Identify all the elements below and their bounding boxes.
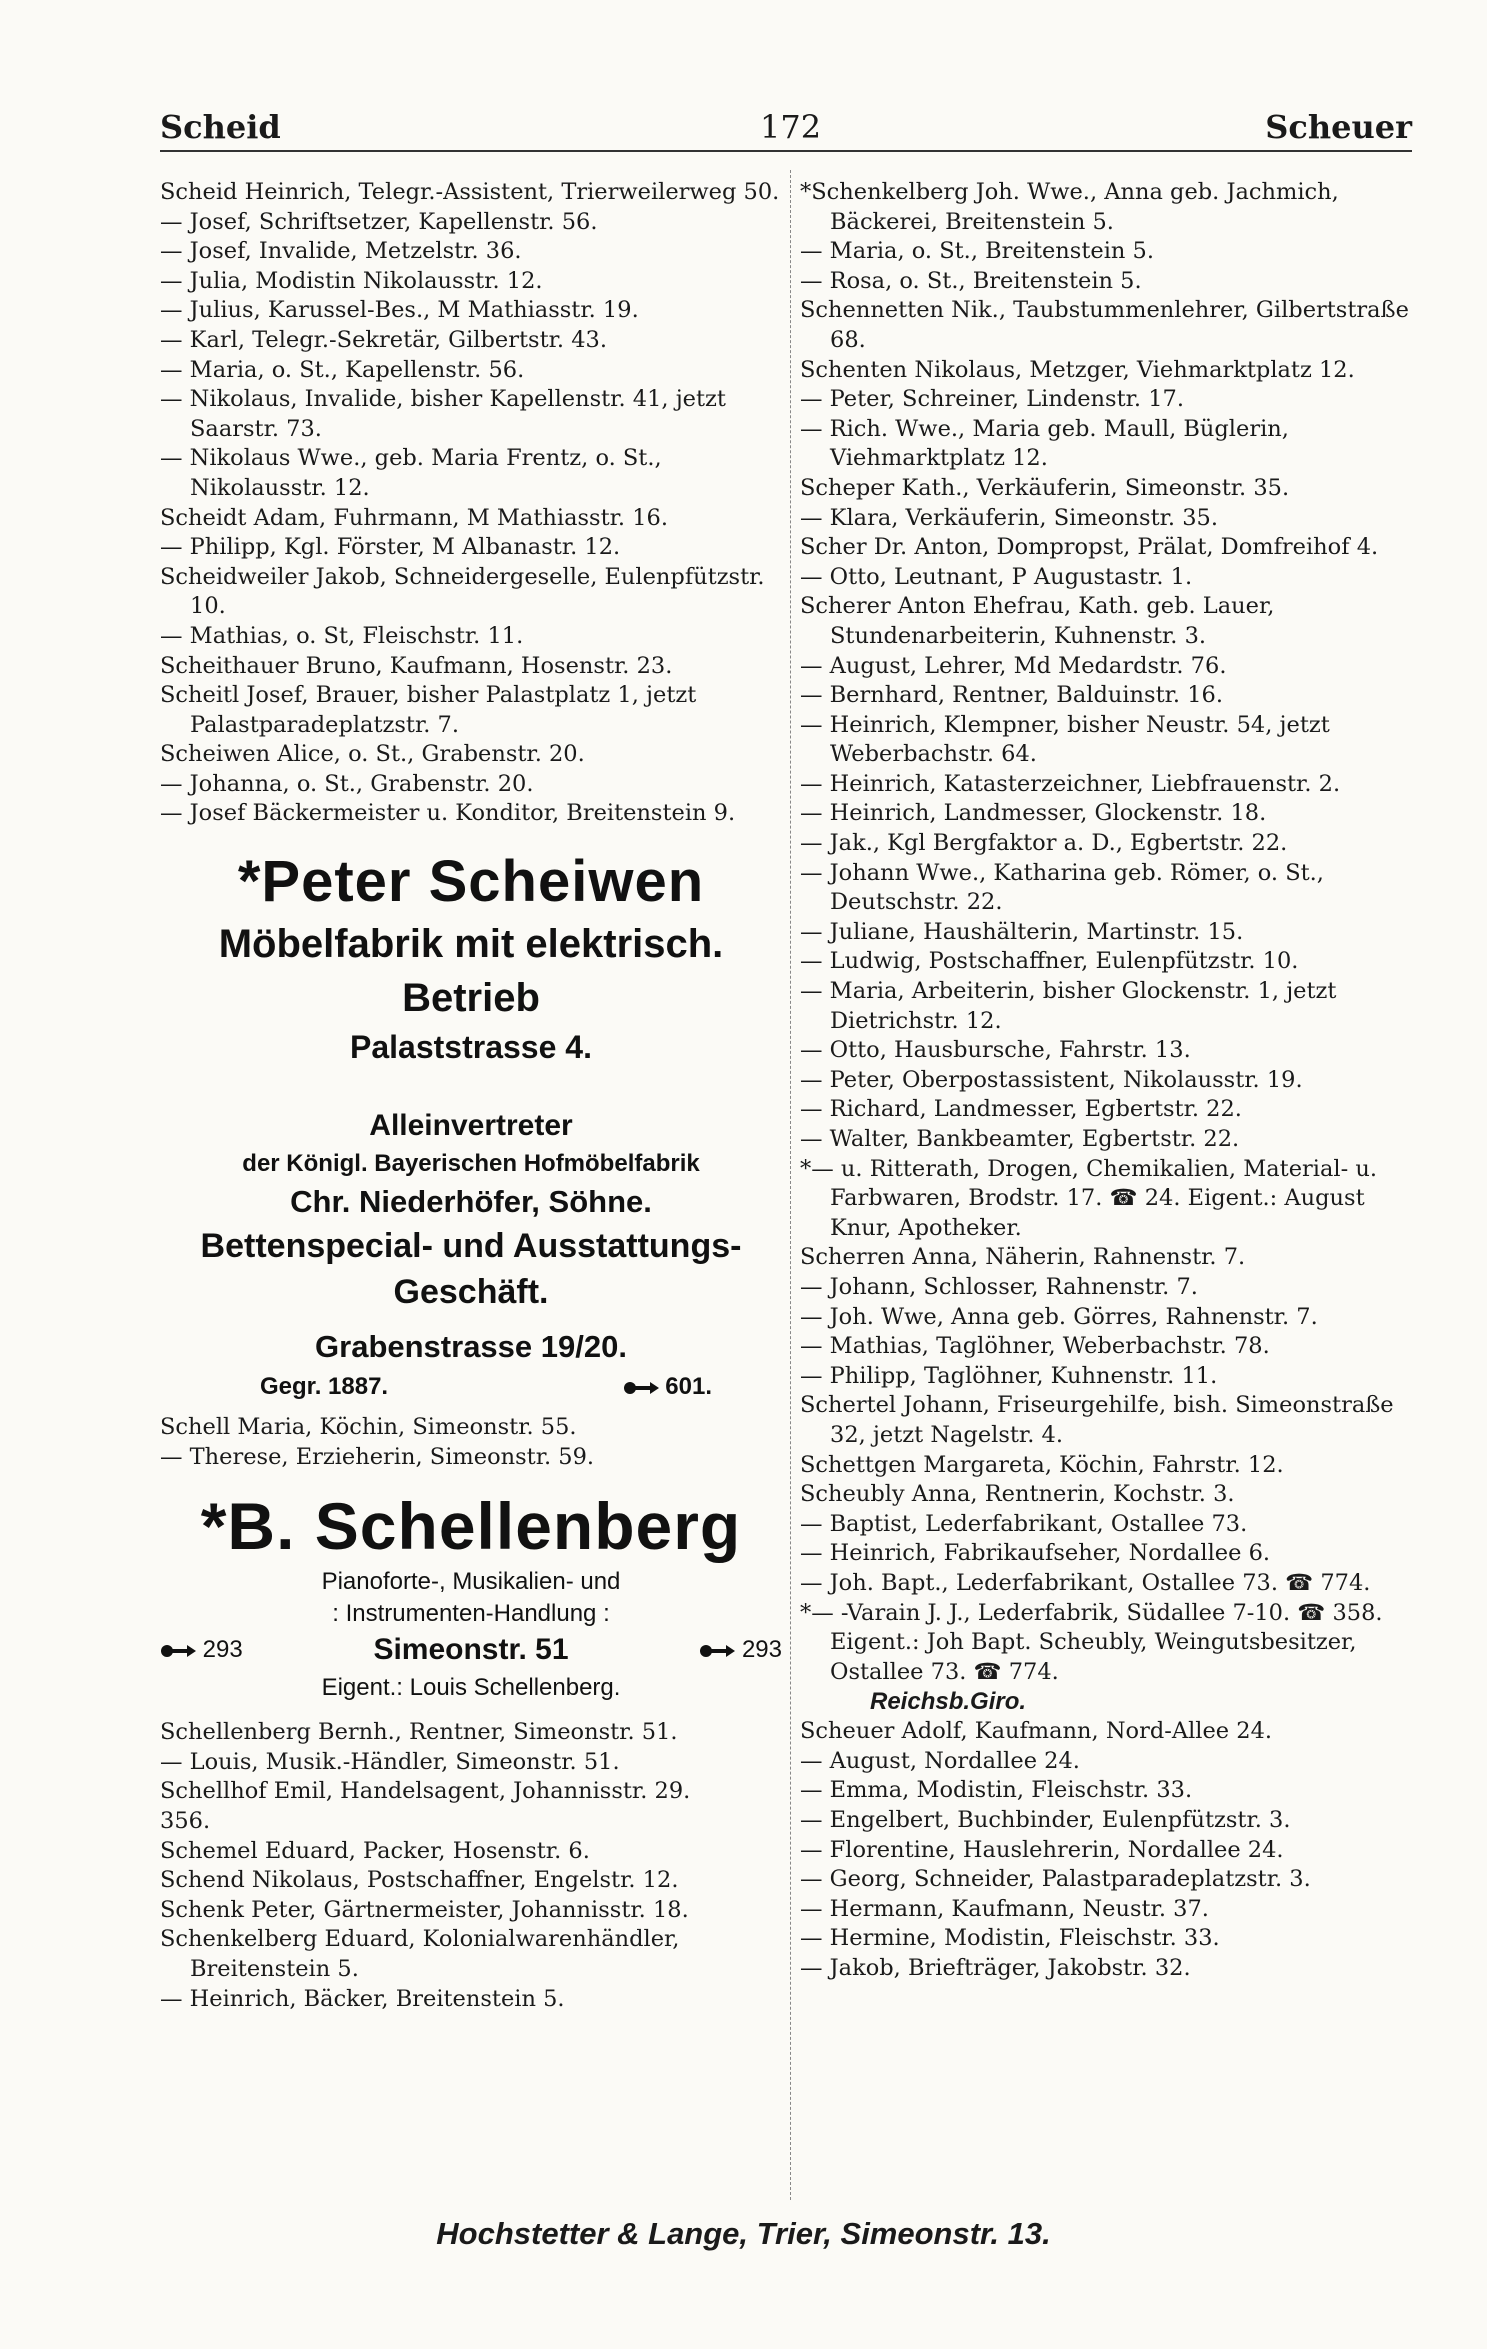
ad2-contact-row <box>160 1630 782 1670</box>
right-column <box>800 178 1412 1984</box>
directory-entry: — Heinrich, Landmesser, Glockenstr. 18. <box>800 800 1267 827</box>
directory-entry: — Louis, Musik.-Händler, Simeonstr. 51. <box>160 1748 620 1775</box>
directory-entry: — Maria, o. St., Breitenstein 5. <box>800 238 1155 265</box>
directory-entry: Scheitl Josef, Brauer, bisher Palastplatz 1, jetzt Palastparadeplatzstr. 7. <box>160 682 697 738</box>
directory-entry: *— -Varain J. J., Lederfabrik, Südallee 7-10. ☎ 358. Eigent.: Joh Bapt. Scheubly, Weingutsbesitzer, Ostallee 73. ☎ 774. <box>800 1599 1383 1685</box>
directory-entry: — Otto, Hausbursche, Fahrstr. 13. <box>800 1037 1191 1064</box>
directory-entry: — Nikolaus Wwe., geb. Maria Frentz, o. St., Nikolausstr. 12. <box>160 445 662 501</box>
directory-entry: Schellenberg Bernh., Rentner, Simeonstr. 51. <box>160 1719 678 1746</box>
right-entries <box>800 178 1412 1687</box>
header-left: Scheid <box>160 108 281 146</box>
directory-entry: — Bernhard, Rentner, Balduinstr. 16. <box>800 682 1223 709</box>
directory-entry: — Josef, Schriftsetzer, Kapellenstr. 56. <box>160 208 598 235</box>
directory-entry: Scherer Anton Ehefrau, Kath. geb. Lauer, Stundenarbeiterin, Kuhnenstr. 3. <box>800 593 1275 649</box>
directory-entry: — Joh. Wwe, Anna geb. Görres, Rahnenstr. 7. <box>800 1303 1318 1330</box>
page-number: 172 <box>760 108 822 146</box>
directory-entry: — Hermann, Kaufmann, Neustr. 37. <box>800 1895 1209 1922</box>
ad1-line6: Chr. Niederhöfer, Söhne. <box>290 1184 652 1220</box>
directory-entry: — August, Nordallee 24. <box>800 1747 1080 1774</box>
ad2-line2: Pianoforte-, Musikalien- und <box>321 1568 621 1596</box>
directory-entry: — Heinrich, Fabrikaufseher, Nordallee 6. <box>800 1540 1271 1567</box>
directory-entry: — Juliane, Haushälterin, Martinstr. 15. <box>800 918 1244 945</box>
header-right: Scheuer <box>1265 108 1412 146</box>
ad1-phone <box>623 1369 712 1405</box>
directory-entry: — Therese, Erzieherin, Simeonstr. 59. <box>160 1443 595 1470</box>
column-divider <box>790 170 791 2200</box>
directory-entry: — Ludwig, Postschaffner, Eulenpfützstr. 10. <box>800 948 1299 975</box>
directory-entry: Scheithauer Bruno, Kaufmann, Hosenstr. 23. <box>160 652 673 679</box>
directory-entry: — Jakob, Briefträger, Jakobstr. 32. <box>800 1955 1191 1982</box>
directory-entry: — Richard, Landmesser, Egbertstr. 22. <box>800 1096 1242 1123</box>
directory-entry: — Joh. Bapt., Lederfabrikant, Ostallee 73. ☎ 774. <box>800 1569 1371 1596</box>
directory-entry: Schenk Peter, Gärtnermeister, Johannisstr. 18. <box>160 1896 689 1923</box>
page-footer: Hochstetter & Lange, Trier, Simeonstr. 13. <box>436 2216 1051 2251</box>
directory-entry: Scheiwen Alice, o. St., Grabenstr. 20. <box>160 741 585 768</box>
directory-entry: — Johann, Schlosser, Rahnenstr. 7. <box>800 1273 1198 1300</box>
directory-entry: — Walter, Bankbeamter, Egbertstr. 22. <box>800 1126 1240 1152</box>
ad2-line3: : Instrumenten-Handlung : <box>332 1600 610 1628</box>
directory-entry: Scheid Heinrich, Telegr.-Assistent, Trierweilerweg 50. <box>160 179 780 205</box>
directory-entry: Schend Nikolaus, Postschaffner, Engelstr. 12. <box>160 1867 679 1894</box>
directory-entry: — Florentine, Hauslehrerin, Nordallee 24. <box>800 1836 1284 1863</box>
advert-schellenberg <box>160 1486 782 1706</box>
directory-entry: — Emma, Modistin, Fleischstr. 33. <box>800 1777 1193 1804</box>
directory-entry: — Peter, Oberpostassistent, Nikolausstr. 19. <box>800 1066 1303 1093</box>
ad1-name: *Peter Scheiwen <box>237 849 705 915</box>
ad2-phone-left-number: 293 <box>202 1636 243 1664</box>
ad2-name: *B. Schellenberg <box>200 1489 742 1564</box>
ad2-phone-left <box>160 1630 243 1670</box>
left-entries-mid <box>160 1413 782 1472</box>
directory-entry: Scheidt Adam, Fuhrmann, M Mathiasstr. 16. <box>160 504 668 531</box>
directory-entry: Scheubly Anna, Rentnerin, Kochstr. 3. <box>800 1481 1235 1508</box>
ad1-founded: Gegr. 1887. <box>260 1373 389 1401</box>
directory-entry: Scheidweiler Jakob, Schneidergeselle, Eulenpfützstr. 10. <box>160 563 765 620</box>
directory-entry: — Georg, Schneider, Palastparadeplatzstr. 3. <box>800 1866 1311 1893</box>
directory-entry: — August, Lehrer, Md Medardstr. 76. <box>800 652 1227 679</box>
directory-entry: — Philipp, Kgl. Förster, M Albanastr. 12. <box>160 534 621 561</box>
directory-entry: — Nikolaus, Invalide, bisher Kapellenstr. 41, jetzt Saarstr. 73. <box>160 386 726 442</box>
ad1-footer-row <box>160 1369 782 1405</box>
telephone-icon <box>160 1644 196 1658</box>
directory-entry: — Heinrich, Klempner, bisher Neustr. 54, jetzt Weberbachstr. 64. <box>800 711 1330 768</box>
ad1-line5: der Königl. Bayerischen Hofmöbelfabrik <box>242 1150 700 1178</box>
directory-entry: Schertel Johann, Friseurgehilfe, bish. Simeonstraße 32, jetzt Nagelstr. 4. <box>800 1392 1394 1448</box>
directory-entry: — Hermine, Modistin, Fleischstr. 33. <box>800 1925 1220 1952</box>
directory-entry: — Klara, Verkäuferin, Simeonstr. 35. <box>800 504 1218 531</box>
ad1-line4: Alleinvertreter <box>369 1109 573 1143</box>
directory-entry: 356. <box>160 1808 211 1835</box>
giro-note: Reichsb.Giro. <box>870 1688 1027 1716</box>
directory-entry: Scheper Kath., Verkäuferin, Simeonstr. 35. <box>800 474 1290 501</box>
ad2-phone-right <box>699 1630 782 1670</box>
directory-entry: — Jak., Kgl Bergfaktor a. D., Egbertstr. 22. <box>800 830 1288 857</box>
directory-entry: Scheuer Adolf, Kaufmann, Nord-Allee 24. <box>800 1718 1273 1745</box>
directory-entry: — Engelbert, Buchbinder, Eulenpfützstr. 3. <box>800 1807 1291 1834</box>
left-entries-bottom <box>160 1718 782 2014</box>
directory-entry: — Johanna, o. St., Grabenstr. 20. <box>160 770 534 797</box>
directory-entry: — Otto, Leutnant, P Augustastr. 1. <box>800 563 1193 590</box>
directory-entry: — Karl, Telegr.-Sekretär, Gilbertstr. 43. <box>160 326 607 353</box>
ad2-address: Simeonstr. 51 <box>373 1633 569 1667</box>
ad1-line2: Möbelfabrik mit elektrisch. Betrieb <box>218 922 724 1021</box>
directory-entry: — Mathias, o. St, Fleischstr. 11. <box>160 622 524 649</box>
directory-entry: — Rosa, o. St., Breitenstein 5. <box>800 267 1142 294</box>
directory-entry: Schemel Eduard, Packer, Hosenstr. 6. <box>160 1837 590 1864</box>
ad1-line3: Palaststrasse 4. <box>350 1029 592 1066</box>
directory-entry: — Julia, Modistin Nikolausstr. 12. <box>160 267 543 294</box>
directory-entry: — Josef Bäckermeister u. Konditor, Breitenstein 9. <box>160 800 736 827</box>
directory-entry: Schenten Nikolaus, Metzger, Viehmarktplatz 12. <box>800 356 1355 383</box>
left-column <box>160 178 782 2014</box>
directory-entry: — Maria, Arbeiterin, bisher Glockenstr. 1, jetzt Dietrichstr. 12. <box>800 978 1337 1034</box>
directory-entry: — Mathias, Taglöhner, Weberbachstr. 78. <box>800 1333 1270 1360</box>
ad2-phone-right-number: 293 <box>741 1636 782 1664</box>
right-entries-after <box>800 1717 1412 1983</box>
directory-entry: Schenkelberg Eduard, Kolonialwarenhändler, Breitenstein 5. <box>160 1926 680 1982</box>
directory-entry: Schellhof Emil, Handelsagent, Johannisstr. 29. <box>160 1778 691 1805</box>
directory-entry: — Heinrich, Katasterzeichner, Liebfrauenstr. 2. <box>800 770 1341 797</box>
directory-entry: Schell Maria, Köchin, Simeonstr. 55. <box>160 1414 577 1441</box>
directory-entry: — Rich. Wwe., Maria geb. Maull, Büglerin, Viehmarktplatz 12. <box>800 415 1289 472</box>
running-header <box>160 108 1412 148</box>
directory-entry: — Baptist, Lederfabrikant, Ostallee 73. <box>800 1510 1248 1537</box>
advert-peter-scheiwen <box>160 847 782 1405</box>
directory-entry: Schettgen Margareta, Köchin, Fahrstr. 12. <box>800 1451 1284 1478</box>
directory-entry: — Philipp, Taglöhner, Kuhnenstr. 11. <box>800 1362 1218 1389</box>
directory-entry: — Maria, o. St., Kapellenstr. 56. <box>160 356 525 383</box>
ad2-owner: Eigent.: Louis Schellenberg. <box>321 1674 621 1702</box>
directory-entry: — Johann Wwe., Katharina geb. Römer, o. St., Deutschstr. 22. <box>800 859 1324 916</box>
left-entries-top <box>160 178 782 829</box>
ad1-phone-number: 601. <box>665 1373 712 1401</box>
directory-entry: Schennetten Nik., Taubstummenlehrer, Gilbertstraße 68. <box>800 297 1409 353</box>
directory-entry: — Peter, Schreiner, Lindenstr. 17. <box>800 386 1185 413</box>
telephone-icon <box>623 1381 659 1395</box>
directory-entry: — Josef, Invalide, Metzelstr. 36. <box>160 238 522 265</box>
directory-entry: *— u. Ritterath, Drogen, Chemikalien, Material- u. Farbwaren, Brodstr. 17. ☎ 24. Eigent.: August Knur, Apotheker. <box>800 1155 1377 1241</box>
ad1-line9: Grabenstrasse 19/20. <box>315 1329 627 1365</box>
directory-entry: Scher Dr. Anton, Dompropst, Prälat, Domfreihof 4. <box>800 534 1379 561</box>
directory-entry: *Schenkelberg Joh. Wwe., Anna geb. Jachmich, Bäckerei, Breitenstein 5. <box>800 179 1339 235</box>
directory-entry: — Julius, Karussel-Bes., M Mathiasstr. 19. <box>160 297 639 324</box>
directory-entry: — Heinrich, Bäcker, Breitenstein 5. <box>160 1985 565 2012</box>
ad1-line7: Bettenspecial- und Ausstattungs-Geschäft. <box>200 1227 742 1312</box>
header-rule <box>160 150 1412 152</box>
telephone-icon <box>699 1644 735 1658</box>
directory-entry: Scherren Anna, Näherin, Rahnenstr. 7. <box>800 1244 1246 1271</box>
